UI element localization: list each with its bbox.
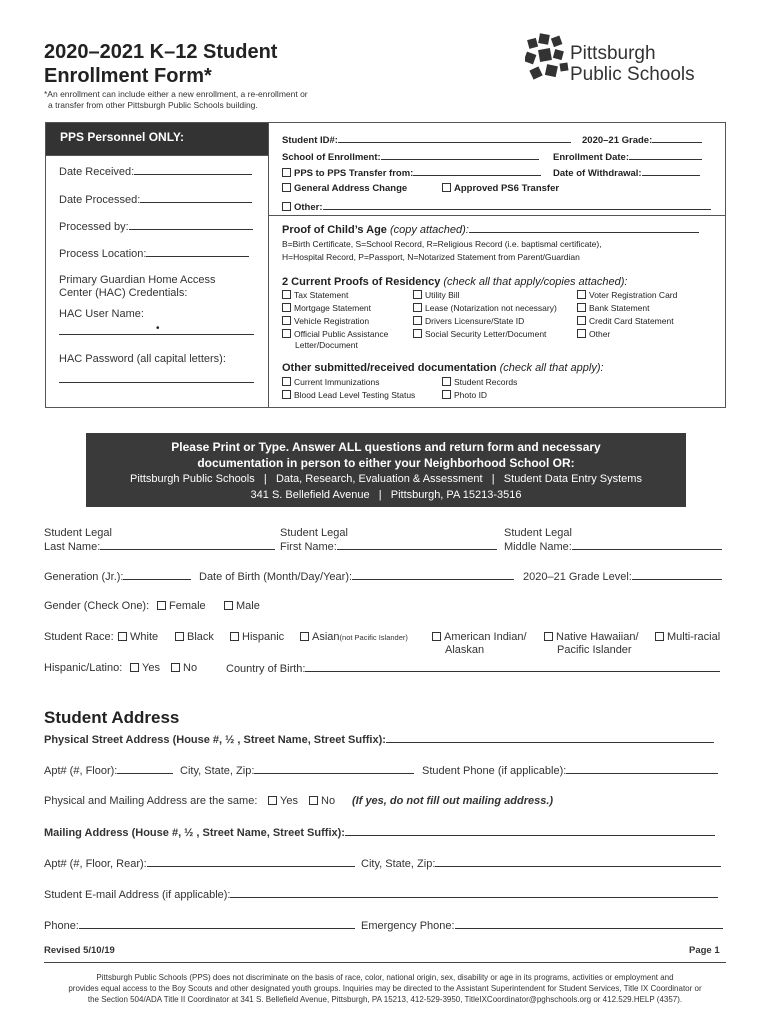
- enrollment-note: *An enrollment can include either a new enrollment, a re-enrollment or a transfer from other Pittsburgh Public Schools building.: [44, 89, 308, 110]
- race-label: Student Race:: [44, 631, 114, 643]
- residency-mortgage[interactable]: Mortgage Statement: [282, 303, 371, 313]
- other-field[interactable]: Other:: [282, 200, 711, 213]
- same-address-label: Physical and Mailing Address are the same:: [44, 795, 258, 807]
- school-enrollment-field[interactable]: School of Enrollment:: [282, 150, 539, 163]
- hispanic-latino-label: Hispanic/Latino:: [44, 662, 123, 674]
- pps-logo-text: Pittsburgh Public Schools: [570, 43, 695, 85]
- same-address-yes[interactable]: Yes: [268, 795, 298, 808]
- date-received-field[interactable]: Date Received:: [59, 165, 252, 178]
- approved-ps6[interactable]: Approved PS6 Transfer: [442, 183, 559, 194]
- ps6-checkbox[interactable]: [442, 183, 451, 192]
- residency-bank[interactable]: Bank Statement: [577, 303, 649, 313]
- grade-level-field[interactable]: 2020–21 Grade Level:: [523, 570, 722, 584]
- same-address-note: (If yes, do not fill out mailing address.): [352, 795, 554, 807]
- race-white[interactable]: White: [118, 631, 158, 644]
- hac-password-label: HAC Password (all capital letters):: [59, 353, 226, 365]
- hac-credentials-label: Primary Guardian Home Access Center (HAC) Credentials:: [59, 274, 216, 299]
- gender-male[interactable]: Male: [224, 600, 260, 613]
- date-processed-field[interactable]: Date Processed:: [59, 193, 252, 206]
- student-phone-field[interactable]: Student Phone (if applicable):: [422, 764, 718, 778]
- generation-field[interactable]: Generation (Jr.):: [44, 570, 191, 584]
- withdrawal-date-field[interactable]: Date of Withdrawal:: [553, 166, 700, 179]
- mailing-address-field[interactable]: Mailing Address (House #, ½ , Street Name, Street Suffix):: [44, 826, 715, 840]
- doc-records[interactable]: Student Records: [442, 377, 517, 387]
- residency-drivers[interactable]: Drivers Licensure/State ID: [413, 316, 524, 326]
- residency-credit[interactable]: Credit Card Statement: [577, 316, 674, 326]
- instructions-band: Please Print or Type. Answer ALL questions and return form and necessary documentation in person to either your Neighborhood School OR: Pittsburgh Public Schools | Data, Research, Evaluation & Assessment | Student Data Entry Systems 341 S. Bellefield Avenue | Pittsburgh, PA 15213-3516: [86, 433, 686, 507]
- emergency-phone-field[interactable]: Emergency Phone:: [361, 919, 723, 933]
- residency-title: 2 Current Proofs of Residency (check all that apply/copies attached):: [282, 276, 628, 288]
- process-location-field[interactable]: Process Location:: [59, 247, 249, 260]
- doc-photo-id[interactable]: Photo ID: [442, 390, 487, 400]
- residency-tax[interactable]: Tax Statement: [282, 290, 348, 300]
- doc-immunizations[interactable]: Current Immunizations: [282, 377, 380, 387]
- residency-vehicle[interactable]: Vehicle Registration: [282, 316, 369, 326]
- race-american-indian[interactable]: American Indian/ Alaskan: [432, 631, 527, 657]
- country-birth-field[interactable]: Country of Birth:: [226, 662, 720, 676]
- residency-ssn[interactable]: Social Security Letter/Document: [413, 329, 546, 339]
- legal-first-name-field[interactable]: Student Legal First Name:: [280, 527, 497, 554]
- hispanic-no[interactable]: No: [171, 662, 197, 675]
- race-asian[interactable]: Asian(not Pacific Islander): [300, 631, 408, 644]
- general-change-checkbox[interactable]: [282, 183, 291, 192]
- dob-field[interactable]: Date of Birth (Month/Day/Year):: [199, 570, 514, 584]
- race-black[interactable]: Black: [175, 631, 214, 644]
- dot-marker: •: [156, 323, 160, 334]
- residency-cont: Letter/Document: [295, 340, 358, 350]
- city-state-zip-field[interactable]: City, State, Zip:: [180, 764, 414, 778]
- same-address-no[interactable]: No: [309, 795, 335, 808]
- other-checkbox[interactable]: [282, 202, 291, 211]
- race-hawaiian[interactable]: Native Hawaiian/ Pacific Islander: [544, 631, 639, 657]
- residency-assistance[interactable]: Official Public Assistance: [282, 329, 388, 339]
- legal-last-name-field[interactable]: Student Legal Last Name:: [44, 527, 275, 554]
- transfer-from-field[interactable]: PPS to PPS Transfer from:: [282, 166, 541, 179]
- hispanic-yes[interactable]: Yes: [130, 662, 160, 675]
- gender-female[interactable]: Female: [157, 600, 206, 613]
- apt2-field[interactable]: Apt# (#, Floor, Rear):: [44, 857, 355, 871]
- student-id-field[interactable]: Student ID#:: [282, 133, 571, 146]
- male-checkbox[interactable]: [224, 601, 233, 610]
- residency-lease[interactable]: Lease (Notarization not necessary): [413, 303, 557, 313]
- phone-field[interactable]: Phone:: [44, 919, 355, 933]
- proof-codes-1: B=Birth Certificate, S=School Record, R=Religious Record (i.e. baptismal certificate),: [282, 239, 602, 249]
- doc-blood-lead[interactable]: Blood Lead Level Testing Status: [282, 390, 415, 400]
- revised-date: Revised 5/10/19: [44, 945, 115, 956]
- student-address-title: Student Address: [44, 708, 180, 727]
- page-number: Page 1: [689, 945, 720, 956]
- personnel-header: PPS Personnel ONLY:: [46, 123, 268, 155]
- residency-other[interactable]: Other: [577, 329, 610, 339]
- processed-by-field[interactable]: Processed by:: [59, 220, 253, 233]
- hac-user-label: HAC User Name:: [59, 308, 144, 320]
- physical-address-field[interactable]: Physical Street Address (House #, ½ , Street Name, Street Suffix):: [44, 733, 714, 747]
- legal-middle-name-field[interactable]: Student Legal Middle Name:: [504, 527, 722, 554]
- grade-field[interactable]: 2020–21 Grade:: [582, 133, 702, 146]
- enrollment-date-field[interactable]: Enrollment Date:: [553, 150, 702, 163]
- transfer-checkbox[interactable]: [282, 168, 291, 177]
- race-hispanic[interactable]: Hispanic: [230, 631, 284, 644]
- other-docs-title: Other submitted/received documentation (check all that apply):: [282, 362, 604, 374]
- proof-of-age-field[interactable]: Proof of Child’s Age (copy attached):: [282, 223, 699, 236]
- gender-label: Gender (Check One):: [44, 600, 150, 612]
- apt-field[interactable]: Apt# (#, Floor):: [44, 764, 173, 778]
- residency-voter[interactable]: Voter Registration Card: [577, 290, 677, 300]
- form-title: 2020–2021 K–12 Student Enrollment Form*: [44, 41, 278, 87]
- hac-password-field[interactable]: [59, 373, 254, 386]
- proof-codes-2: H=Hospital Record, P=Passport, N=Notarized Statement from Parent/Guardian: [282, 252, 580, 262]
- email-field[interactable]: Student E-mail Address (if applicable):: [44, 888, 718, 902]
- nondiscrimination-notice: Pittsburgh Public Schools (PPS) does not discriminate on the basis of race, color, national origin, sex, disability or age in its programs, activities or employment and provides equal access to the Boy Scouts and other designated youth groups. Inquiries may be directed to the Assistant Superintendent for Student Services, Title IX Coordinator or the Section 504/ADA Title II Coordinator at 341 S. Bellefield Avenue, Pittsburgh, PA 15213, 412-529-3950, TitleIXCoordinator@pghschools.org or 412.529.HELP (4357).: [68, 973, 702, 1004]
- race-multi[interactable]: Multi-racial: [655, 631, 720, 644]
- residency-utility[interactable]: Utility Bill: [413, 290, 459, 300]
- city2-field[interactable]: City, State, Zip:: [361, 857, 721, 871]
- female-checkbox[interactable]: [157, 601, 166, 610]
- general-address-change[interactable]: General Address Change: [282, 183, 407, 194]
